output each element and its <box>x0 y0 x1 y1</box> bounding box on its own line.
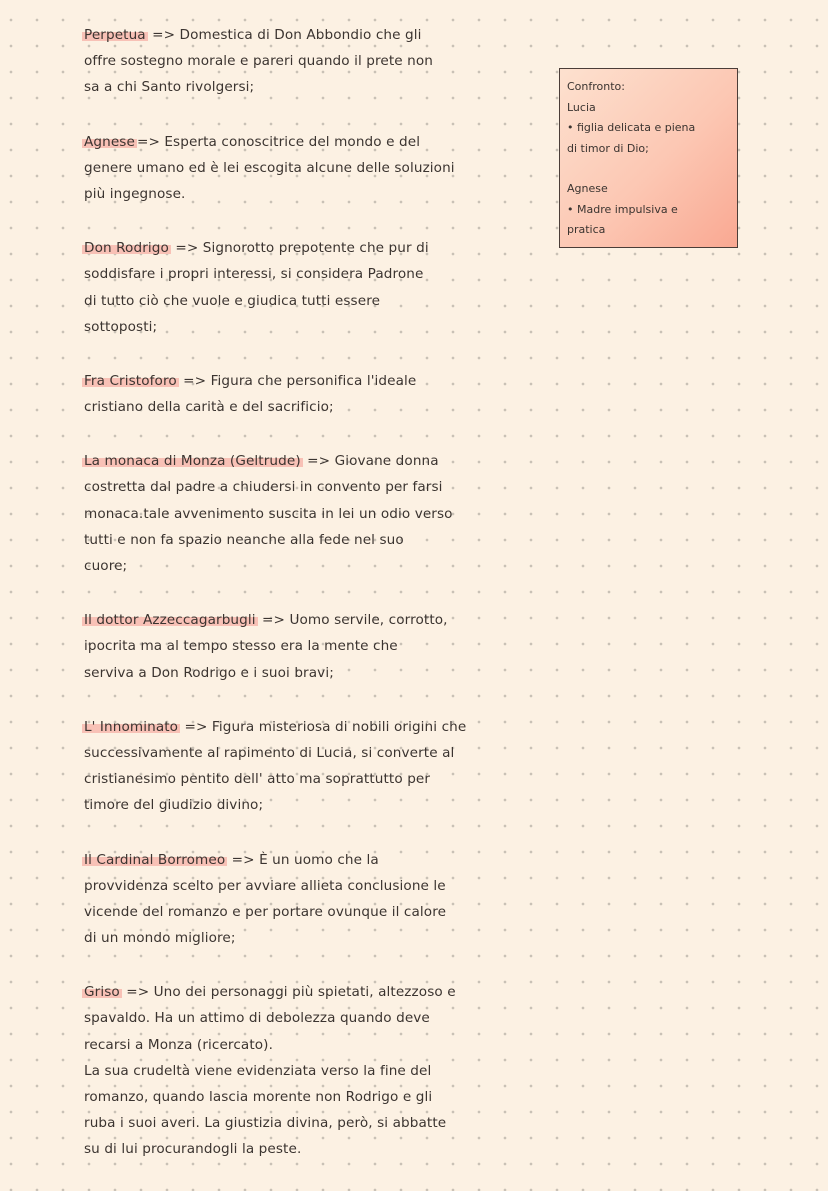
entry-line: Il Cardinal Borromeo => È un uomo che la <box>84 851 379 868</box>
entry-line: più ingegnose. <box>84 185 186 202</box>
entry-don-rodrigo <box>84 235 504 340</box>
character-name: La monaca di Monza (Geltrude) <box>84 453 301 470</box>
character-name: Don Rodrigo <box>84 240 169 257</box>
entry-line: successivamente al rapimento di Lucia, si converte al <box>84 744 455 761</box>
comparison-lucia-name: Lucia <box>567 100 596 114</box>
entry-monaca-di-monza <box>84 448 504 579</box>
entry-line: cuore; <box>84 558 128 574</box>
comparison-spacer <box>567 159 737 179</box>
entry-line: cristiano della carità e del sacrificio; <box>84 399 334 416</box>
entry-line: spavaldo. Ha un attimo di debolezza quando deve <box>84 1010 430 1027</box>
character-name: Griso <box>84 984 120 1001</box>
comparison-lucia-line: • figlia delicata e piena <box>567 121 696 134</box>
comparison-agnese-line: • Madre impulsiva e <box>567 202 678 216</box>
entry-line: serviva a Don Rodrigo e i suoi bravi; <box>84 664 334 681</box>
comparison-agnese-name: Agnese <box>567 182 608 195</box>
character-name: Il Cardinal Borromeo <box>84 851 226 868</box>
entry-line: monaca.tale avvenimento suscita in lei un odio verso <box>84 505 453 522</box>
character-name: Il dottor Azzeccagarbugli <box>84 612 256 629</box>
entry-griso <box>84 979 504 1162</box>
entry-azzeccagarbugli <box>84 607 504 686</box>
entry-line: sa a chi Santo rivolgersi; <box>84 79 255 96</box>
entry-line: sottoposti; <box>84 318 158 335</box>
entry-line: L' Innominato => Figura misteriosa di nobili origini che <box>84 718 467 735</box>
character-name: Perpetua <box>84 27 146 43</box>
character-name: L' Innominato <box>84 718 179 735</box>
entry-line: soddisfare i propri interessi, si considera Padrone <box>84 266 424 283</box>
entry-line: La sua crudeltà viene evidenziata verso la fine del <box>84 1062 432 1079</box>
entry-line: cristianesimo pentito dell' atto ma soprattutto per <box>84 771 431 788</box>
entry-line: su di lui procurandogli la peste. <box>84 1141 302 1158</box>
entry-line: di un mondo migliore; <box>84 930 236 947</box>
entry-line: vicende del romanzo e per portare ovunque il calore <box>84 903 447 920</box>
comparison-agnese-line: pratica <box>567 223 606 236</box>
character-notes <box>84 22 504 1191</box>
comparison-title: Confronto: <box>567 80 625 93</box>
entry-line: di tutto ciò che vuole e giudica tutti essere <box>84 292 381 309</box>
entry-line: Griso => Uno dei personaggi più spietati, altezzoso e <box>84 984 456 1001</box>
entry-line: costretta dal padre a chiudersi in convento per farsi <box>84 479 443 496</box>
entry-line: Perpetua => Domestica di Don Abbondio che gli <box>84 27 422 43</box>
entry-agnese <box>84 129 504 208</box>
entry-perpetua <box>84 22 504 101</box>
character-name: Agnese <box>84 133 135 150</box>
entry-line: ipocrita ma al tempo stesso era la mente che <box>84 638 398 655</box>
entry-line: Don Rodrigo => Signorotto prepotente che pur di <box>84 240 429 257</box>
entry-line: La monaca di Monza (Geltrude) => Giovane donna <box>84 453 439 470</box>
comparison-lucia-line: di timor di Dio; <box>567 141 649 155</box>
entry-line: provvidenza scelto per avviare allieta conclusione le <box>84 877 446 894</box>
entry-line: timore del giudizio divino; <box>84 797 264 814</box>
entry-line: Fra Cristoforo => Figura che personifica l'ideale <box>84 372 417 389</box>
entry-innominato <box>84 714 504 819</box>
entry-line: tutti e non fa spazio neanche alla fede nel suo <box>84 531 404 548</box>
character-name: Fra Cristoforo <box>84 372 177 389</box>
entry-line: genere umano ed è lei escogita alcune delle soluzioni <box>84 159 455 176</box>
entry-cardinal-borromeo <box>84 847 504 952</box>
entry-line: Agnese => Esperta conoscitrice del mondo e del <box>84 133 421 150</box>
entry-fra-cristoforo <box>84 368 504 420</box>
entry-line: Il dottor Azzeccagarbugli => Uomo servile, corrotto, <box>84 612 448 629</box>
comparison-box <box>559 68 738 248</box>
entry-line: recarsi a Monza (ricercato). <box>84 1036 273 1053</box>
entry-line: ruba i suoi averi. La giustizia divina, però, si abbatte <box>84 1115 447 1132</box>
entry-line: romanzo, quando lascia morente non Rodrigo e gli <box>84 1089 433 1105</box>
entry-line: offre sostegno morale e pareri quando il prete non <box>84 53 434 70</box>
